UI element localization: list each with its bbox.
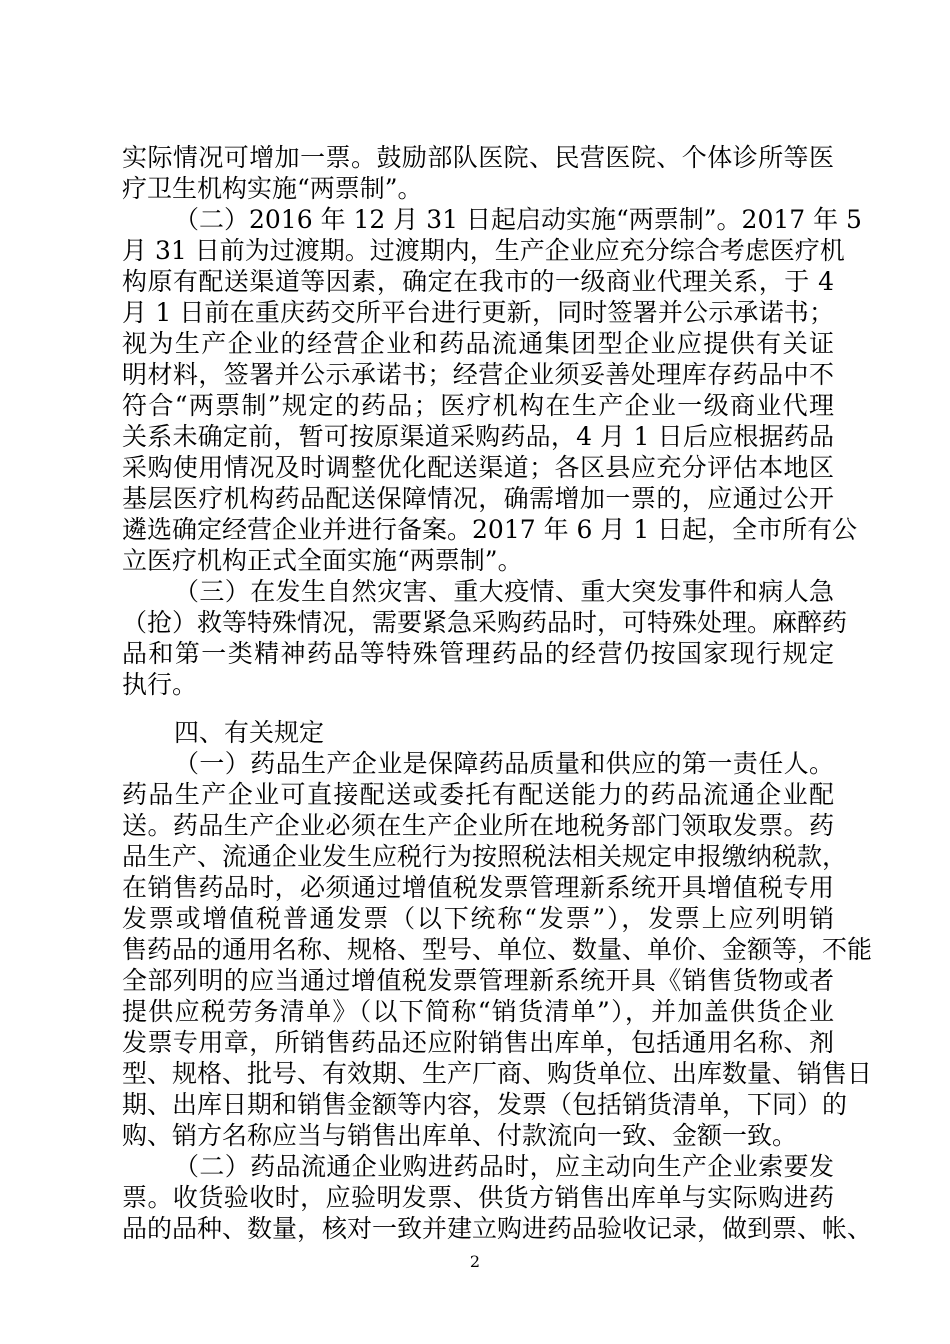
text-line: 发票专用章，所销售药品还应附销售出库单，包括通用名称、剂 <box>122 1028 834 1057</box>
text-line: 遴选确定经营企业并进行备案。2017 年 6 月 1 日起，全市所有公 <box>122 515 858 544</box>
section-heading: 四、有关规定 <box>174 718 325 747</box>
text-line: 型、规格、批号、有效期、生产厂商、购货单位、出库数量、销售日 <box>122 1059 873 1088</box>
text-line: 品的品种、数量，核对一致并建立购进药品验收记录，做到票、帐、 <box>122 1214 873 1243</box>
text-line: 品生产、流通企业发生应税行为按照税法相关规定申报缴纳税款， <box>122 842 848 871</box>
page-number: 2 <box>469 1252 481 1271</box>
text-line: 品和第一类精神药品等特殊管理药品的经营仍按国家现行规定 <box>122 639 834 668</box>
text-line: （二）2016 年 12 月 31 日起启动实施“两票制”。2017 年 5 <box>174 205 862 234</box>
text-line: 全部列明的应当通过增值税发票管理新系统开具《销售货物或者 <box>122 966 834 995</box>
text-line: 在销售药品时，必须通过增值税发票管理新系统开具增值税专用 <box>122 873 834 902</box>
text-line: （一）药品生产企业是保障药品质量和供应的第一责任人。 <box>174 749 834 778</box>
text-line: （二）药品流通企业购进药品时，应主动向生产企业索要发 <box>174 1152 834 1181</box>
text-line: 售药品的通用名称、规格、型号、单位、数量、单价、金额等，不能 <box>122 935 873 964</box>
text-line: 提供应税劳务清单》（以下简称“销货清单”），并加盖供货企业 <box>122 997 834 1026</box>
text-line: 发票或增值税普通发票（以下统称“发票”），发票上应列明销 <box>122 904 834 933</box>
text-line: 视为生产企业的经营企业和药品流通集团型企业应提供有关证 <box>122 329 834 358</box>
text-line: 送。药品生产企业必须在生产企业所在地税务部门领取发票。药 <box>122 811 834 840</box>
text-line: 符合“两票制”规定的药品；医疗机构在生产企业一级商业代理 <box>122 391 834 420</box>
text-line: 购、销方名称应当与销售出库单、付款流向一致、金额一致。 <box>122 1121 798 1150</box>
text-line: 基层医疗机构药品配送保障情况，确需增加一票的，应通过公开 <box>122 484 834 513</box>
text-line: （三）在发生自然灾害、重大疫情、重大突发事件和病人急 <box>174 577 834 606</box>
text-line: （抢）救等特殊情况，需要紧急采购药品时，可特殊处理。麻醉药 <box>122 608 848 637</box>
text-line: 期、出库日期和销售金额等内容，发票（包括销货清单，下同）的 <box>122 1090 848 1119</box>
text-line: 立医疗机构正式全面实施“两票制”。 <box>122 546 523 575</box>
text-line: 疗卫生机构实施“两票制”。 <box>122 174 423 203</box>
text-line: 实际情况可增加一票。鼓励部队医院、民营医院、个体诊所等医 <box>122 143 834 172</box>
text-line: 月 1 日前在重庆药交所平台进行更新，同时签署并公示承诺书； <box>122 298 834 327</box>
text-line: 药品生产企业可直接配送或委托有配送能力的药品流通企业配 <box>122 780 834 809</box>
text-line: 执行。 <box>122 670 198 699</box>
text-line: 明材料，签署并公示承诺书；经营企业须妥善处理库存药品中不 <box>122 360 834 389</box>
text-line: 票。收货验收时，应验明发票、供货方销售出库单与实际购进药 <box>122 1183 834 1212</box>
text-line: 月 31 日前为过渡期。过渡期内，生产企业应充分综合考虑医疗机 <box>122 236 845 265</box>
text-line: 关系未确定前，暂可按原渠道采购药品，4 月 1 日后应根据药品 <box>122 422 834 451</box>
text-line: 构原有配送渠道等因素，确定在我市的一级商业代理关系，于 4 <box>122 267 834 296</box>
text-line: 采购使用情况及时调整优化配送渠道；各区县应充分评估本地区 <box>122 453 834 482</box>
